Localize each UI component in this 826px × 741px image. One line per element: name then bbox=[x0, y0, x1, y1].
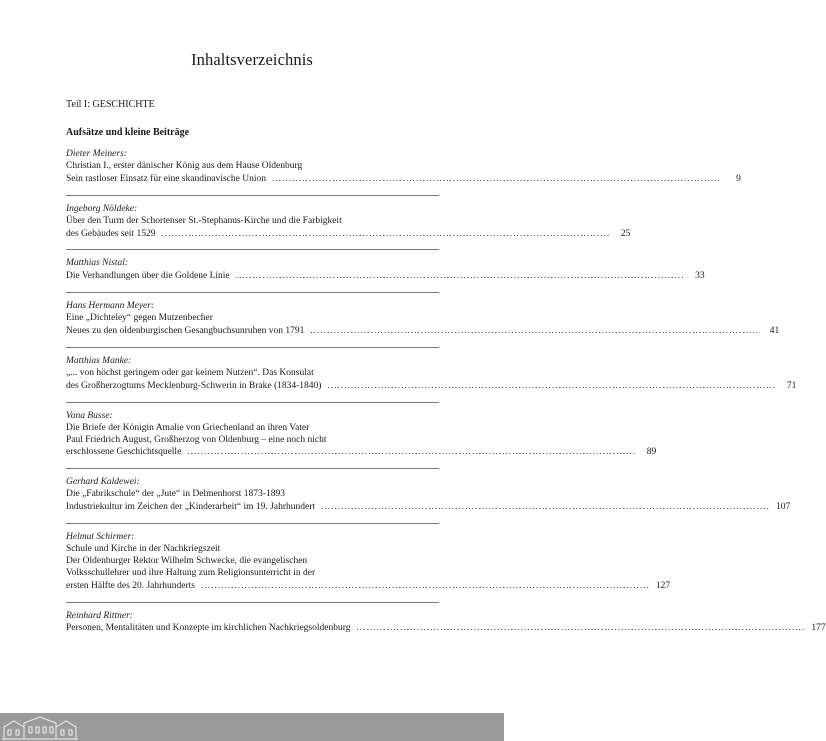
entry-divider bbox=[66, 468, 439, 469]
dot-leader: ...................................................................................................................................... bbox=[321, 501, 770, 512]
dot-leader: ...................................................................................................................................... bbox=[201, 579, 650, 590]
toc-entry bbox=[66, 610, 826, 636]
dot-leader: ...................................................................................................................................... bbox=[235, 270, 685, 281]
entry-divider bbox=[66, 347, 439, 348]
entry-author: Reinhard Rittner: bbox=[66, 610, 133, 621]
entry-title-line: des Gebäudes seit 1529 bbox=[66, 228, 156, 239]
page-number: 41 bbox=[769, 326, 780, 337]
entry-title-line: Industriekultur im Zeichen der „Kinderarbeit“ im 19. Jahrhundert bbox=[66, 502, 316, 513]
entry-author: Vana Busse: bbox=[66, 410, 113, 421]
toc-entry bbox=[66, 355, 797, 393]
entry-title-line: des Großherzogtums Mecklenburg-Schwerin in Brake (1834-1840) bbox=[66, 380, 322, 391]
entry-author: Helmut Schirmer: bbox=[66, 532, 135, 543]
page-number: 71 bbox=[786, 380, 797, 391]
entry-title-line: ersten Hälfte des 20. Jahrhunderts bbox=[66, 580, 196, 591]
section-heading: Aufsätze und kleine Beiträge bbox=[66, 127, 190, 138]
entry-title-line: Die „Fabrikschule“ der „Jute“ in Delmenhorst 1873-1893 bbox=[66, 489, 285, 500]
page-number: 107 bbox=[775, 502, 791, 513]
entry-title-line: Schule und Kirche in der Nachkriegszeit bbox=[66, 543, 221, 554]
entry-author: Dieter Meiners: bbox=[66, 149, 127, 159]
toc-entry bbox=[66, 149, 741, 186]
toc-entry bbox=[66, 258, 705, 283]
toc-entry bbox=[66, 477, 791, 514]
dot-leader: ...................................................................................................................................... bbox=[161, 227, 611, 238]
page-title: Inhaltsverzeichnis bbox=[191, 50, 313, 69]
entry-title-line: Neues zu den oldenburgischen Gesangbuchsunruhen von 1791 bbox=[66, 326, 305, 337]
entry-author: Matthias Nistal: bbox=[66, 258, 129, 269]
page-number: 177 bbox=[811, 623, 826, 634]
page-number: 127 bbox=[655, 580, 671, 591]
entry-author: Hans Hermann Meyer: bbox=[66, 301, 155, 312]
entry-final-line bbox=[66, 622, 826, 635]
entry-author: Matthias Manke: bbox=[66, 355, 132, 366]
entry-author: Ingeborg Nöldeke: bbox=[66, 203, 138, 214]
entry-divider bbox=[66, 402, 439, 403]
entry-title-line: Der Oldenburger Rektor Wilhelm Schwecke, die evangelischen bbox=[66, 555, 308, 566]
entry-final-line bbox=[66, 579, 671, 593]
page-number: 25 bbox=[620, 228, 631, 239]
entry-title-line: erschlossene Geschichtsquelle bbox=[66, 447, 182, 458]
library-building-icon bbox=[0, 713, 80, 741]
page-number: 33 bbox=[695, 271, 705, 282]
part-heading: Teil I: GESCHICHTE bbox=[66, 99, 155, 110]
entry-final-line bbox=[66, 379, 797, 393]
entry-title-line: Eine „Dichteley“ gegen Mutzenbecher bbox=[66, 313, 213, 324]
entry-divider bbox=[66, 292, 439, 293]
entry-title-line: Volksschullehrer und ihre Haltung zum Religionsunterricht in der bbox=[66, 567, 316, 578]
entry-divider bbox=[66, 195, 439, 196]
entry-title-line: Paul Friedrich August, Großherzog von Oldenburg – eine noch nicht bbox=[66, 434, 327, 445]
toc-entry bbox=[66, 532, 671, 593]
entry-final-line bbox=[66, 270, 705, 283]
page-number: 9 bbox=[736, 173, 741, 184]
entry-title-line: Sein rastloser Einsatz für eine skandinavische Union bbox=[66, 173, 266, 184]
entry-final-line bbox=[66, 172, 741, 186]
entry-final-line bbox=[66, 501, 791, 514]
entry-final-line bbox=[66, 446, 657, 459]
dot-leader: ...................................................................................................................................... bbox=[310, 325, 760, 336]
toc-entry bbox=[66, 203, 631, 241]
toc-list bbox=[66, 149, 826, 635]
toc-entry bbox=[66, 301, 780, 338]
entry-title-line: Personen, Mentalitäten und Konzepte im kirchlichen Nachkriegsoldenburg bbox=[66, 623, 351, 634]
toc-entry bbox=[66, 410, 657, 460]
dot-leader: ...................................................................................................................................... bbox=[327, 379, 777, 390]
dot-leader: ...................................................................................................................................... bbox=[356, 622, 806, 633]
entry-final-line bbox=[66, 325, 780, 338]
dot-leader: ...................................................................................................................................... bbox=[187, 446, 637, 457]
entry-title-line: Christian I., erster dänischer König aus dem Hause Oldenburg bbox=[66, 160, 303, 171]
entry-title-line: Über den Turm der Schortenser St.-Stephanus-Kirche und die Farbigkeit bbox=[66, 215, 342, 226]
entry-title-line: Die Briefe der Königin Amalie von Griechenland an ihren Vater bbox=[66, 422, 310, 433]
entry-title-line: Die Verhandlungen über die Goldene Linie bbox=[66, 271, 230, 282]
footer-band bbox=[0, 713, 504, 741]
page-number: 89 bbox=[646, 447, 657, 458]
entry-final-line bbox=[66, 227, 631, 241]
dot-leader: ...................................................................................................................................... bbox=[271, 172, 721, 183]
entry-title-line: „... von höchst geringem oder gar keinem Nutzen“. Das Konsulat bbox=[66, 367, 314, 378]
entry-author: Gerhard Kaldewei: bbox=[66, 477, 140, 488]
entry-divider bbox=[66, 602, 439, 603]
entry-divider bbox=[66, 523, 439, 524]
entry-divider bbox=[66, 249, 439, 250]
